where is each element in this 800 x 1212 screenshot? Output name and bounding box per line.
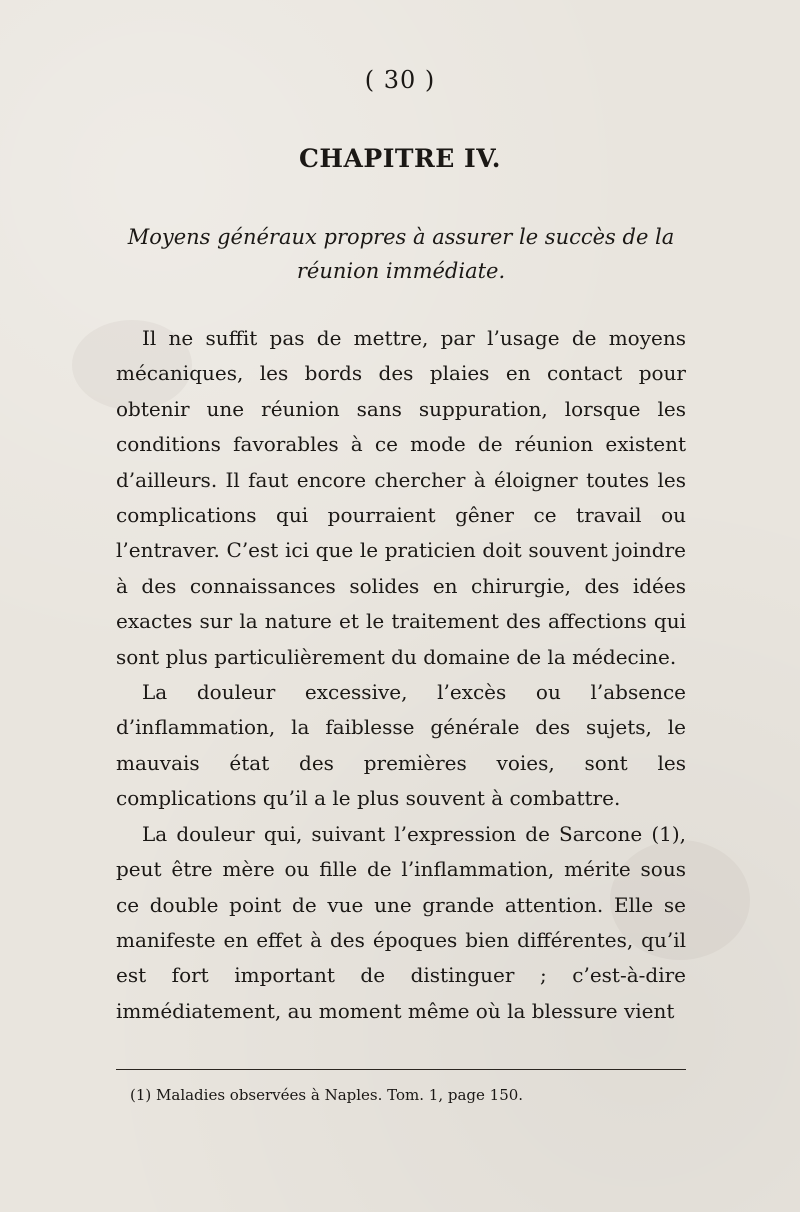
body-text xyxy=(116,321,686,1029)
footnote-separator xyxy=(116,1069,686,1070)
paragraph-1: Il ne suffit pas de mettre, par l’usage de moyens mécaniques, les bords des plaies en contact pour obtenir une réunion sans suppuration, lorsque les conditions favorables à ce mode de réunion existent d’ailleurs. Il faut encore chercher à éloigner toutes les complications qui pourraient gêner ce travail ou l’entraver. C’est ici que le praticien doit souvent joindre à des connaissances solides en chirurgie, des idées exactes sur la nature et le traitement des affections qui sont plus particulièrement du domaine de la médecine. xyxy=(116,326,686,669)
paragraph-2: La douleur excessive, l’excès ou l’absence d’inflammation, la faiblesse générale des sujets, le mauvais état des premières voies, sont les complications qu’il a le plus souvent à combattre. xyxy=(116,680,686,811)
footnote: (1) Maladies observées à Naples. Tom. 1, page 150. xyxy=(130,1086,524,1104)
chapter-subtitle: Moyens généraux propres à assurer le succès de la réunion immédiate. xyxy=(127,225,675,283)
chapter-title: CHAPITRE IV. xyxy=(299,144,501,173)
paragraph-3: La douleur qui, suivant l’expression de Sarcone (1), peut être mère ou fille de l’inflammation, mérite sous ce double point de vue une grande attention. Elle se manifeste en effet à des époques bien différentes, qu’il est fort important de distinguer ; c’est-à-dire immédiatement, au moment même où la blessure vient xyxy=(116,821,686,1023)
page-number: ( 30 ) xyxy=(364,66,436,94)
